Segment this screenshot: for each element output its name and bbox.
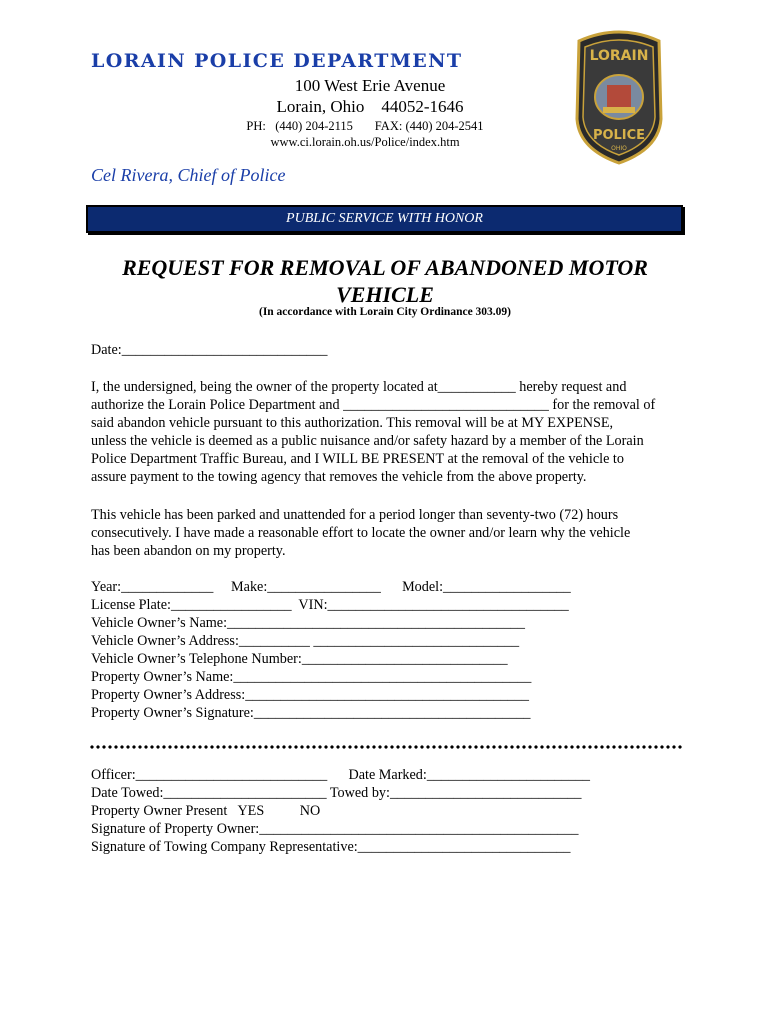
svg-text:POLICE: POLICE bbox=[592, 128, 646, 143]
street-address: 100 West Erie Avenue bbox=[294, 76, 446, 95]
para1-line: said abandon vehicle pursuant to this authorization. This removal will be at MY EXPENSE, bbox=[91, 415, 614, 431]
para1-line: I, the undersigned, being the owner of the property located at___________ hereby request and bbox=[91, 379, 627, 395]
date-towed-towed-by-field[interactable]: Date Towed:_______________________ Towed by:___________________________ bbox=[91, 785, 582, 801]
para1-line: assure payment to the towing agency that removes the vehicle from the above property. bbox=[91, 469, 587, 485]
property-owner-address-field[interactable]: Property Owner’s Address:________________________________________ bbox=[91, 687, 529, 703]
police-badge-logo bbox=[573, 27, 665, 167]
form-title bbox=[60, 254, 710, 308]
department-name: LORAIN POLICE DEPARTMENT bbox=[91, 50, 463, 72]
date-field[interactable]: Date:_____________________________ bbox=[91, 342, 328, 358]
phone-fax: PH: (440) 204-2115 FAX: (440) 204-2541 bbox=[246, 119, 484, 133]
title-line-2: VEHICLE bbox=[336, 282, 434, 307]
para2-line: consecutively. I have made a reasonable effort to locate the owner and/or learn why the vehicle bbox=[91, 525, 631, 541]
para1-line: authorize the Lorain Police Department and _____________________________ for the removal of bbox=[91, 397, 656, 413]
svg-text:OHIO: OHIO bbox=[611, 145, 627, 152]
para1-line: Police Department Traffic Bureau, and I WILL BE PRESENT at the removal of the vehicle to bbox=[91, 451, 624, 467]
para1-line: unless the vehicle is deemed as a public nuisance and/or safety hazard by a member of the Lorain bbox=[91, 433, 644, 449]
property-owner-signature-field[interactable]: Property Owner’s Signature:_______________________________________ bbox=[91, 705, 531, 721]
motto-text: PUBLIC SERVICE WITH HONOR bbox=[286, 211, 483, 226]
towing-rep-signature-field[interactable]: Signature of Towing Company Representative:______________________________ bbox=[91, 839, 571, 855]
dotted-separator bbox=[89, 744, 683, 750]
title-line-1: REQUEST FOR REMOVAL OF ABANDONED MOTOR bbox=[122, 255, 648, 280]
chief-name: Cel Rivera, Chief of Police bbox=[91, 165, 286, 185]
para2-line: This vehicle has been parked and unattended for a period longer than seventy-two (72) hours bbox=[91, 507, 619, 523]
owner-present-field[interactable]: Property Owner Present YES NO bbox=[91, 803, 321, 819]
motto-banner bbox=[86, 205, 683, 233]
vehicle-owner-phone-field[interactable]: Vehicle Owner’s Telephone Number:_____________________________ bbox=[91, 651, 508, 667]
license-vin-field[interactable]: License Plate:_________________ VIN:__________________________________ bbox=[91, 597, 569, 613]
vehicle-owner-address-field[interactable]: Vehicle Owner’s Address:__________ _____________________________ bbox=[91, 633, 520, 649]
website: www.ci.lorain.oh.us/Police/index.htm bbox=[270, 135, 460, 149]
officer-date-marked-field[interactable]: Officer:___________________________ Date Marked:_______________________ bbox=[91, 767, 591, 783]
svg-text:LORAIN: LORAIN bbox=[589, 48, 649, 64]
year-make-model-field[interactable]: Year:_____________ Make:________________ Model:__________________ bbox=[91, 579, 571, 595]
vehicle-owner-name-field[interactable]: Vehicle Owner’s Name:__________________________________________ bbox=[91, 615, 525, 631]
city-address: Lorain, Ohio 44052-1646 bbox=[276, 97, 464, 116]
para2-line: has been abandon on my property. bbox=[91, 543, 286, 559]
form-subtitle: (In accordance with Lorain City Ordinance 303.09) bbox=[258, 306, 512, 318]
property-owner-name-field[interactable]: Property Owner’s Name:__________________________________________ bbox=[91, 669, 532, 685]
property-owner-signature-office-field[interactable]: Signature of Property Owner:_____________________________________________ bbox=[91, 821, 579, 837]
